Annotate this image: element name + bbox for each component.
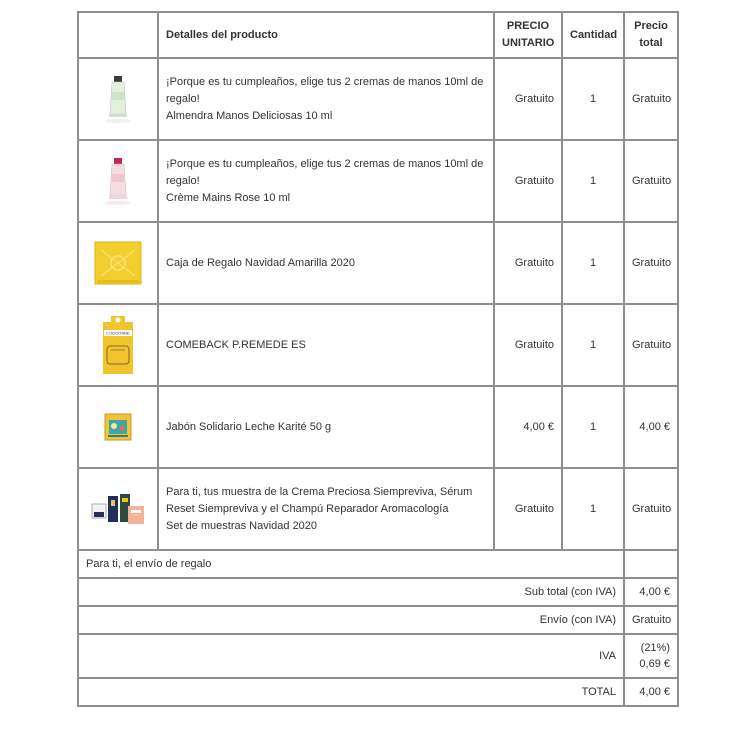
order-table [77,11,679,707]
header-total-line1: Precio [634,20,668,32]
product-details [158,386,494,468]
rose-hand-cream-tube-icon [103,156,133,206]
product-details [158,140,494,222]
header-unit-price [494,12,562,58]
table-row [78,140,678,222]
product-image-cell [78,58,158,140]
product-unit-price: Gratuito [494,58,562,140]
almond-hand-cream-tube-icon [103,74,133,124]
product-line1: ¡Porque es tu cumpleaños, elige tus 2 cremas de manos 10ml de [166,75,484,88]
product-details [158,304,494,386]
total-row [78,678,678,706]
total-label: TOTAL [78,678,624,706]
product-image-cell [78,304,158,386]
product-total: Gratuito [624,58,678,140]
iva-label: IVA [78,634,624,678]
shea-soap-box-icon [103,412,133,442]
product-line2: Reset Siempreviva y el Champú Reparador Aromacología [166,502,449,515]
product-line1: Para ti, tus muestra de la Crema Preciosa Siempreviva, Sérum [166,485,473,498]
yellow-gift-box-icon [93,240,143,286]
subtotal-row [78,578,678,606]
subtotal-label: Sub total (con IVA) [78,578,624,606]
table-header [78,12,678,58]
table-row [78,58,678,140]
product-quantity: 1 [562,386,624,468]
header-total-price [624,12,678,58]
product-details [158,58,494,140]
product-quantity: 1 [562,58,624,140]
brand-logo-text: L'OCCITANE [106,330,130,336]
product-total: Gratuito [624,222,678,304]
table-row [78,222,678,304]
shipping-label: Envío (con IVA) [78,606,624,634]
header-unit-line2: UNITARIO [502,37,555,49]
table-row [78,468,678,550]
product-quantity: 1 [562,468,624,550]
product-quantity: 1 [562,140,624,222]
total-value: 4,00 € [624,678,678,706]
product-name: Crème Mains Rose 10 ml [166,191,291,204]
gift-shipping-row [78,550,678,578]
product-unit-price: Gratuito [494,140,562,222]
product-name: COMEBACK P.REMEDE ES [166,338,306,351]
product-total: Gratuito [624,304,678,386]
sample-set-icon [90,492,146,526]
product-image-cell [78,140,158,222]
product-quantity: 1 [562,222,624,304]
product-image-cell [78,468,158,550]
product-name: Jabón Solidario Leche Karité 50 g [166,420,332,433]
product-line1: ¡Porque es tu cumpleaños, elige tus 2 cremas de manos 10ml de [166,157,484,170]
comeback-tag-icon [101,314,135,376]
product-name: Almendra Manos Deliciosas 10 ml [166,109,333,122]
product-details [158,468,494,550]
product-line2: regalo! [166,174,200,187]
shipping-row [78,606,678,634]
iva-value-cell [624,634,678,678]
product-total: 4,00 € [624,386,678,468]
shipping-value: Gratuito [624,606,678,634]
table-row [78,386,678,468]
product-name: Set de muestras Navidad 2020 [166,519,318,532]
header-details: Detalles del producto [158,12,494,58]
product-unit-price: Gratuito [494,468,562,550]
product-unit-price: Gratuito [494,222,562,304]
header-quantity: Cantidad [562,12,624,58]
iva-value: 0,69 € [639,658,670,670]
product-image-cell [78,222,158,304]
table-row [78,304,678,386]
product-unit-price: Gratuito [494,304,562,386]
product-image-cell [78,386,158,468]
product-name: Caja de Regalo Navidad Amarilla 2020 [166,256,355,269]
gift-shipping-empty-cell [624,550,678,578]
header-image-cell [78,12,158,58]
product-line2: regalo! [166,92,200,105]
gift-shipping-text: Para ti, el envío de regalo [78,550,624,578]
header-total-line2: total [639,37,663,49]
product-total: Gratuito [624,468,678,550]
iva-row [78,634,678,678]
header-unit-line1: PRECIO [506,20,550,32]
product-quantity: 1 [562,304,624,386]
product-unit-price: 4,00 € [494,386,562,468]
product-details [158,222,494,304]
iva-rate: (21%) [640,642,670,654]
product-total: Gratuito [624,140,678,222]
subtotal-value: 4,00 € [624,578,678,606]
